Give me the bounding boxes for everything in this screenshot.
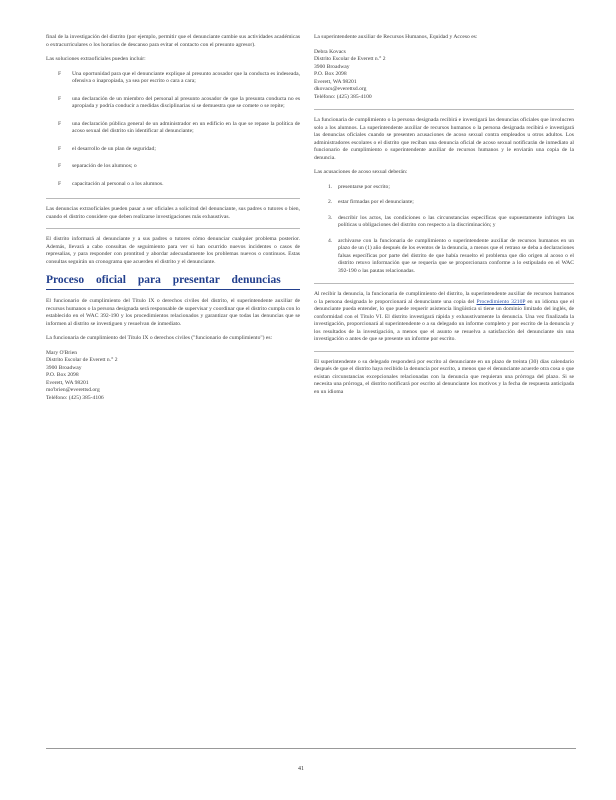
email-address[interactable]: dkovacs@everettsd.org <box>314 86 367 92</box>
list-item: 2. estar firmadas por el denunciante; <box>314 199 574 207</box>
list-item: F el desarrollo de un plan de seguridad; <box>46 146 300 154</box>
list-item: 4. archivarse con la funcionaria de cumplimiento o superintendente auxiliar de recursos humanos en un plazo de un (1) año después de los eventos de la denuncia, a menos que el retraso se deba a declaraciones falsas específicas por parte del distrito de que había resuelto el problema que dio origen al acoso o el distrito retuvo información que se requería que se proporcionara conforme a lo estipulado en el WAC 392-190 o las pautas relacionadas. <box>314 238 574 276</box>
list-item: F capacitación al personal o a los alumnos. <box>46 181 300 189</box>
phone-number: Teléfono: (425) 385-4106 <box>46 394 104 401</box>
divider <box>314 283 574 284</box>
district-name: Distrito Escolar de Everett n.° 2 <box>314 56 386 62</box>
bullet-icon: F <box>58 163 62 169</box>
bullet-icon: F <box>58 70 62 77</box>
footer-rule <box>46 748 576 749</box>
procedure-link[interactable]: Procedimiento 3210P <box>476 298 526 305</box>
section-heading: Proceso oficial para presentar denuncias <box>46 274 281 286</box>
list-number: 2. <box>328 199 333 205</box>
response-paragraph: El superintendente o su delegado responderá por escrito al denunciante en un plazo de treinta (30) días calendario después de que el distrito haya recibido la denuncia por escrito, a menos que el denunciante acuerde otra cosa o que existan circunstancias excepcionales relacionadas con la denuncia que requieran una prórroga del plazo. Si se necesita una prórroga, el distrito notificará por escrito al denunciante los motivos y la fecha de respuesta anticipada en un idioma <box>314 358 574 395</box>
formal-request-paragraph: Las denuncias extraoficiales pueden pasar a ser oficiales a solicitud del denunciante, sus padres o tutores o bien, cuando el distrito considere que deben realizarse investigaciones más exhaustivas. <box>46 206 300 220</box>
list-number: 3. <box>328 214 333 221</box>
receipt-paragraph: Al recibir la denuncia, la funcionaria de cumplimiento del distrito, la superintendente auxiliar de recursos humanos o la persona designada le proporcionará al denunciante una copia del Procedimiento 3210P en un idioma que el denunciante pueda entender, lo que puede requerir asistencia lingüística si tiene un dominio limitado del inglés, de conformidad con el Título VI. El distrito investigará rápida y exhaustivamente la denuncia. Una vez finalizada la investigación, proporcionará al superintendente o a su delegado un informe completo y por escrito de la denuncia y los resultados de la investigación, a menos que el asunto se resuelva a satisfacción del denunciante sin una investigación o antes de que se presente un informe por escrito. <box>314 291 574 342</box>
street-address: 3900 Broadway <box>46 364 82 371</box>
bullet-icon: F <box>58 180 62 187</box>
solutions-label: Las soluciones extraoficiales pueden incluir: <box>46 56 146 62</box>
divider <box>314 351 574 352</box>
po-box: P.O. Box 2098 <box>46 372 79 378</box>
list-item: 3. describir los actos, las condiciones o las circunstancias específicas que supuestamente infringen las políticas u obligaciones del distrito con respecto a la discriminación; y <box>314 215 574 230</box>
informal-solutions-list <box>46 71 300 189</box>
street-address: 3900 Broadway <box>314 63 350 70</box>
intro-paragraph: final de la investigación del distrito (por ejemplo, permitir que el denunciante cambie sus actividades académicas o extracurriculares o los horarios de descanso para evitar el contacto con el presunto agresor). <box>46 34 300 48</box>
officer-address <box>46 350 300 403</box>
list-item: F separación de los alumnos; o <box>46 163 300 171</box>
list-number: 4. <box>328 237 333 244</box>
bullet-icon: F <box>58 120 62 127</box>
right-column <box>314 34 574 403</box>
city-state-zip: Everett, WA 98201 <box>314 78 357 85</box>
list-number: 1. <box>328 183 333 190</box>
po-box: P.O. Box 2098 <box>314 71 347 77</box>
follow-up-paragraph: El distrito informará al denunciante y a sus padres o tutores cómo denunciar cualquier problema posterior. Además, llevará a cabo consultas de seguimiento para ver si han ocurrido nuevos incidentes o casos de represalias, y para responder con prontitud y abordar adecuadamente los problemas nuevos o continuos. Estas consultas seguirán un cronograma que acuerden el distrito y el denunciante. <box>46 236 300 265</box>
officer-paragraph: La funcionaria de cumplimiento del Título IX o derechos civiles ("funcionario de cumplimiento") es: <box>46 335 273 341</box>
coordinator-paragraph: El funcionario de cumplimiento del Título IX o derechos civiles del distrito, el superintendente auxiliar de recursos humanos o la persona designada será responsable de supervisar y coordinar que el distrito cumpla con lo establecido en el WAC 392-190 y los procedimientos relacionados y garantizar que todas las denuncias que se informen al distrito se investiguen y resuelvan de inmediato. <box>46 298 300 327</box>
list-item: F Una oportunidad para que el denunciante explique al presunto acosador que la conducta es indeseada, ofensiva o inapropiada, ya sea por escrito o cara a cara; <box>46 71 300 86</box>
city-state-zip: Everett, WA 98201 <box>46 379 89 386</box>
bullet-icon: F <box>58 145 62 152</box>
left-column <box>46 34 300 410</box>
superintendent-name: Debra Kovacs <box>314 48 346 55</box>
divider <box>46 198 300 199</box>
email-address[interactable]: mo'brien@everettsd.org <box>46 387 100 393</box>
list-item: 1. presentarse por escrito; <box>314 184 574 192</box>
divider <box>314 109 574 110</box>
district-name: Distrito Escolar de Everett n.° 2 <box>46 357 118 363</box>
superintendent-address <box>314 49 574 102</box>
superintendent-paragraph: La superintendente auxiliar de Recursos Humanos, Equidad y Acceso es: <box>314 34 478 40</box>
officer-name: Mary O'Brien <box>46 349 77 356</box>
receive-complaints-paragraph: La funcionaria de cumplimiento o la persona designada recibirá e investigará las denuncias oficiales que involucren solo a los alumnos. La superintendente auxiliar de recursos humanos o la persona designada recibirá e investigará las denuncias oficiales cuando se presenten acusaciones de acoso sexual contra empleados u otros adultos. Los administradores escolares o el distrito que reciban una denuncia oficial de acoso sexual notificarán de inmediato al funcionario de cumplimiento o superintendente auxiliar de recursos humanos y le enviarán una copia de la denuncia. <box>314 117 574 161</box>
list-item: F una declaración de un miembro del personal al presunto acosador de que la presunta conducta no es apropiada y podría conducir a medidas disciplinarias si se demuestra que se comete o se repite; <box>46 96 300 111</box>
allegations-label: Las acusaciones de acoso sexual deberán: <box>314 169 408 175</box>
page-number: 41 <box>298 766 304 772</box>
phone-number: Teléfono: (425) 385-4100 <box>314 93 372 100</box>
list-item: F una declaración pública general de un administrador en un edificio en la que se repase la política de acoso sexual del distrito sin identificar al denunciante; <box>46 121 300 136</box>
requirements-list <box>314 184 574 276</box>
divider <box>46 228 300 229</box>
heading-rule <box>46 289 300 290</box>
bullet-icon: F <box>58 95 62 102</box>
